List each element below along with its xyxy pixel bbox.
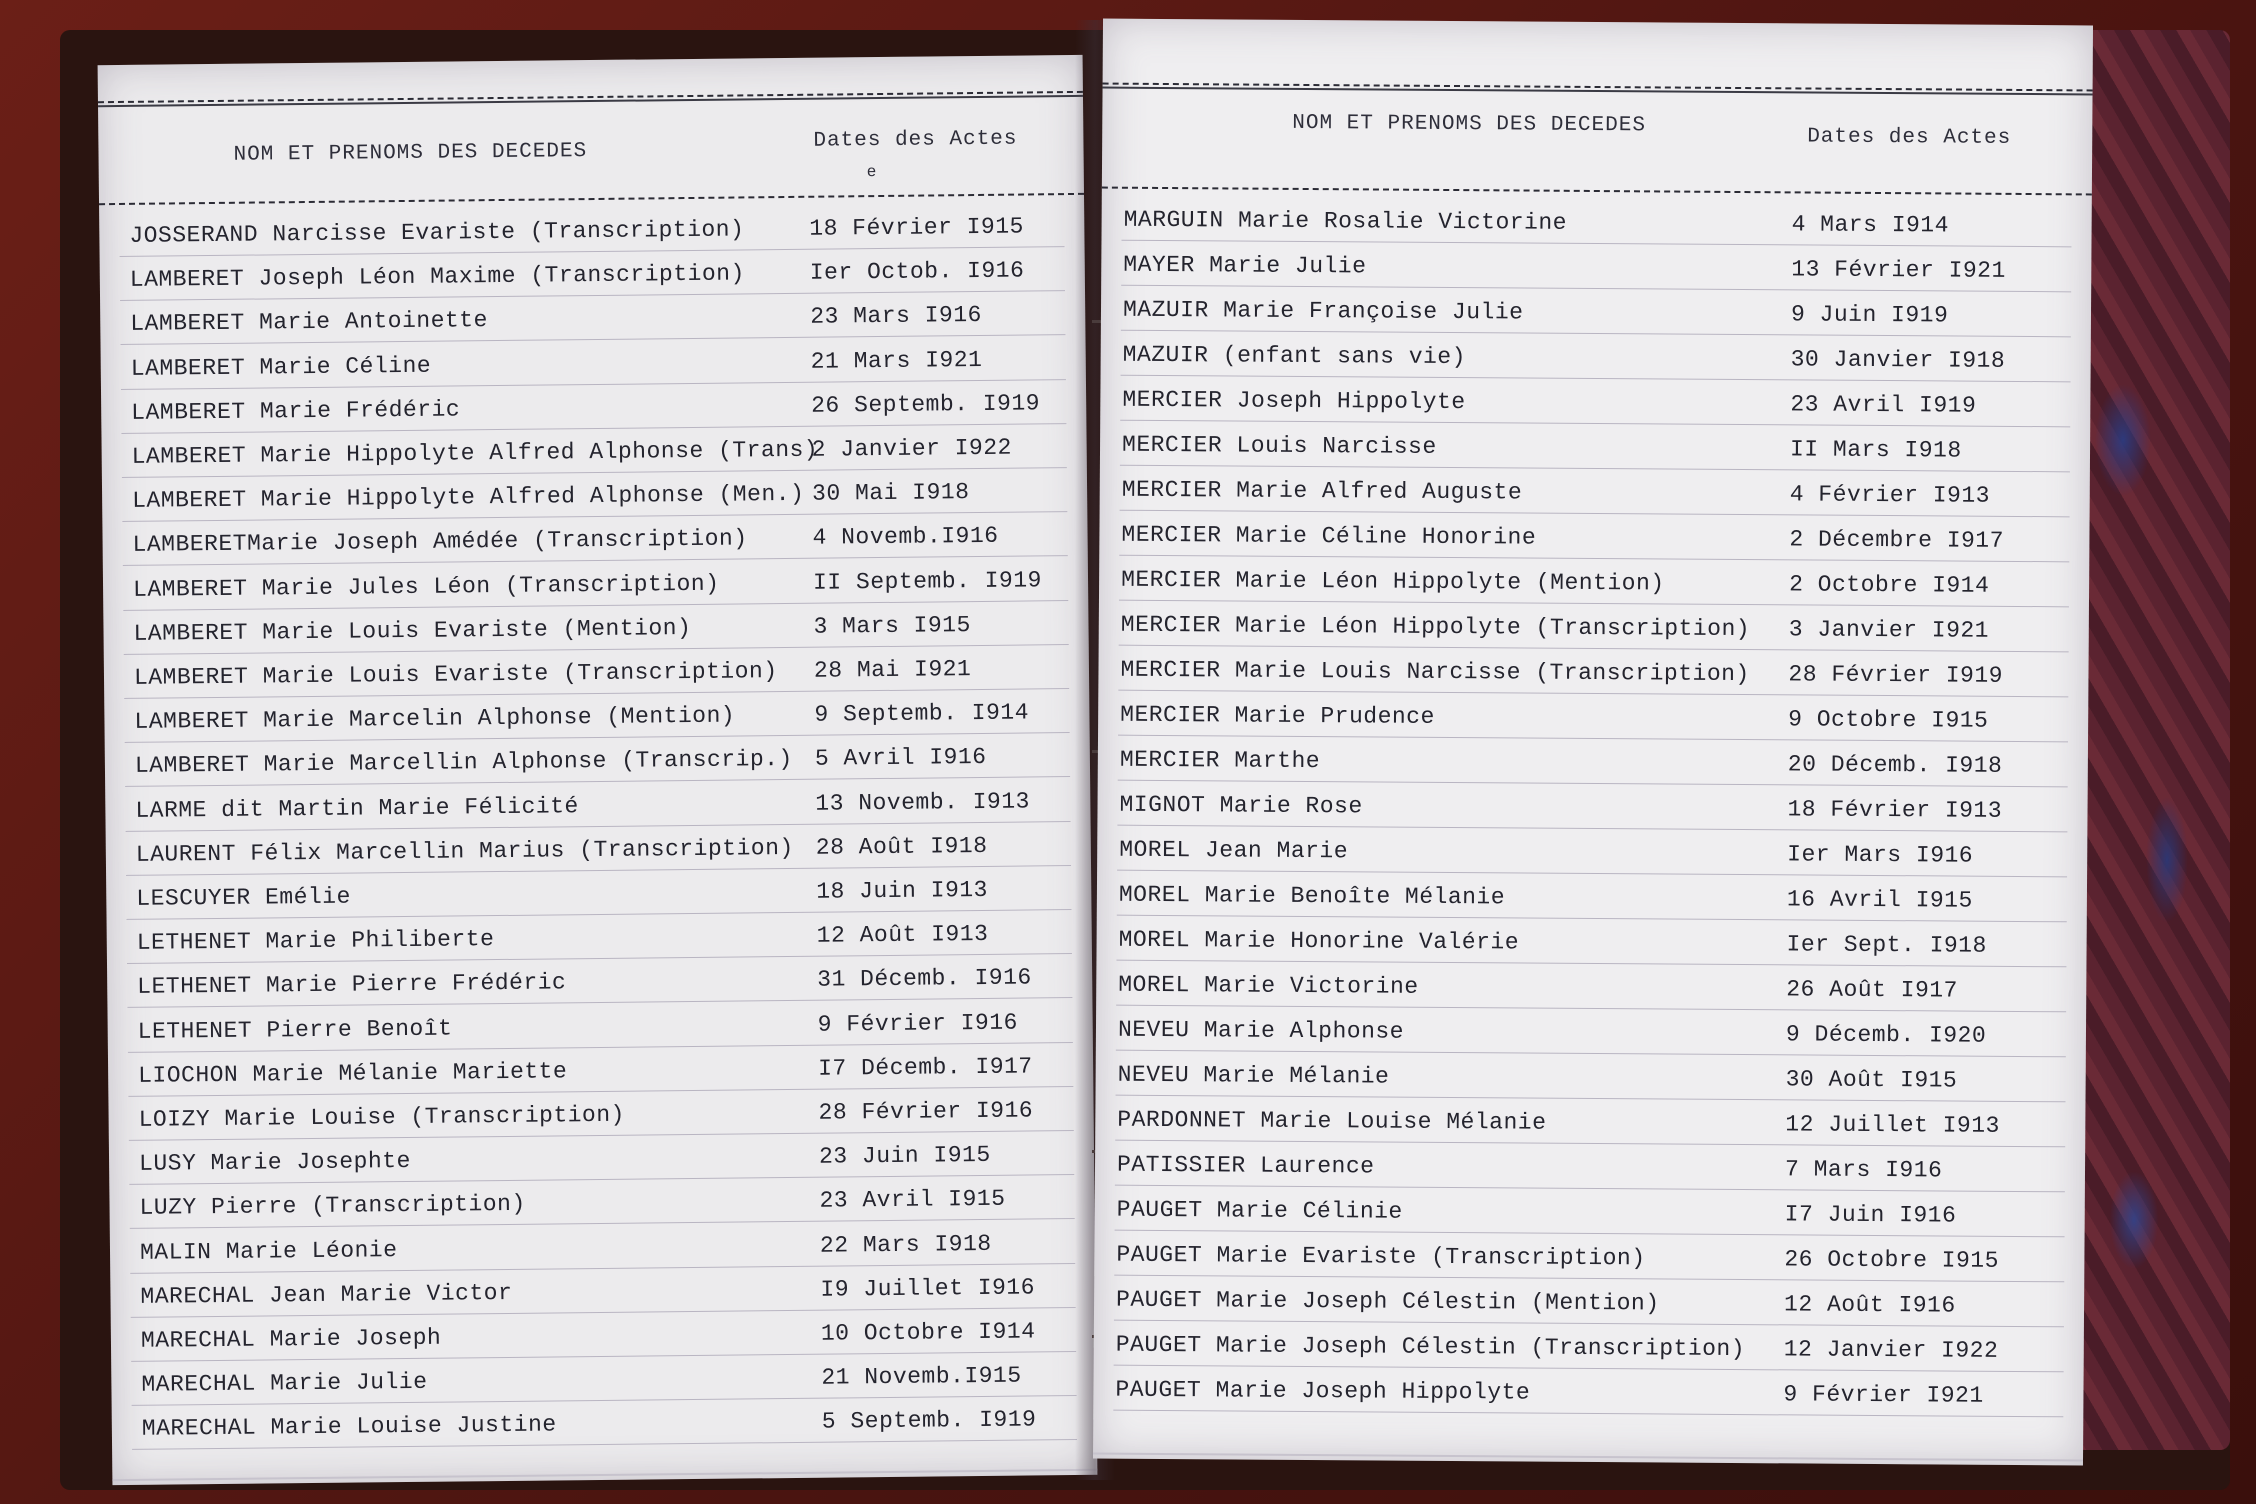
deceased-name: PAUGET Marie Joseph Hippolyte <box>1115 1376 1531 1406</box>
ruled-line <box>1121 330 2071 338</box>
entry-row <box>1094 1287 2084 1334</box>
right-page <box>1093 19 2093 1466</box>
ruled-line <box>126 821 1071 832</box>
act-date: 28 Août I918 <box>815 832 988 861</box>
act-date: 30 Août I915 <box>1785 1066 1958 1094</box>
act-date: 9 Décemb. I920 <box>1785 1021 1987 1049</box>
deceased-name: LETHENET Pierre Benoît <box>137 1015 453 1045</box>
ruled-line <box>1115 1185 2065 1193</box>
act-date: I7 Juin I916 <box>1784 1201 1957 1229</box>
deceased-name: MOREL Marie Honorine Valérie <box>1118 926 1520 956</box>
entry-row <box>1095 1107 2085 1154</box>
act-date: 30 Mai I918 <box>811 479 970 507</box>
deceased-name: PAUGET Marie Evariste (Transcription) <box>1116 1241 1646 1272</box>
ruled-line <box>125 732 1070 743</box>
ruled-line <box>122 467 1067 478</box>
entry-row <box>1094 1332 2084 1379</box>
act-date: 12 Juillet I913 <box>1785 1111 2000 1139</box>
act-date: Ier Sept. I918 <box>1786 931 1987 959</box>
act-date: 5 Septemb. I919 <box>821 1406 1037 1436</box>
act-date: II Mars I918 <box>1789 436 1962 464</box>
act-date: 26 Octobre I915 <box>1784 1246 2000 1274</box>
ruled-line <box>1121 375 2071 383</box>
entry-row <box>1096 972 2086 1019</box>
name-column-header: NOM ET PRENOMS DES DECEDES <box>1292 111 1647 138</box>
deceased-name: MERCIER Louis Narcisse <box>1121 431 1437 460</box>
left-page <box>98 55 1098 1485</box>
act-date: 22 Mars I918 <box>819 1230 992 1259</box>
entry-row <box>1097 882 2087 929</box>
ruled-line <box>1113 1410 2063 1418</box>
deceased-name: LAMBERET Marie Frédéric <box>131 396 461 426</box>
act-date: 7 Mars I916 <box>1784 1156 1943 1184</box>
entry-row <box>1098 702 2088 749</box>
deceased-name: MAZUIR (enfant sans vie) <box>1122 341 1467 371</box>
ruled-line <box>1120 465 2070 473</box>
entry-row <box>100 257 1085 307</box>
entry-row <box>100 301 1085 351</box>
deceased-name: LETHENET Marie Philiberte <box>136 926 495 957</box>
entry-row <box>1093 1377 2083 1424</box>
deceased-name: LESCUYER Emélie <box>136 883 351 912</box>
deceased-name: MIGNOT Marie Rose <box>1119 791 1363 820</box>
entry-row <box>107 920 1092 970</box>
entry-row <box>1101 342 2091 389</box>
deceased-name: MERCIER Marie Léon Hippolyte (Mention) <box>1121 566 1665 597</box>
ruled-line <box>129 1174 1074 1185</box>
entry-row <box>1101 207 2091 254</box>
act-date: 18 Février I913 <box>1787 796 2003 824</box>
act-date: 23 Avril I919 <box>1790 391 1977 419</box>
deceased-name: MALIN Marie Léonie <box>139 1236 398 1266</box>
entry-row <box>109 1141 1094 1191</box>
ruled-line <box>130 1218 1075 1229</box>
act-date: 4 Février I913 <box>1789 481 1991 509</box>
ruled-line <box>124 688 1069 699</box>
ruled-line <box>122 511 1067 522</box>
ruled-line <box>132 1395 1077 1406</box>
entry-row <box>1098 747 2088 794</box>
entry-row <box>112 1406 1097 1456</box>
ruled-line <box>1121 240 2071 248</box>
deceased-name: LAMBERET Marie Louis Evariste (Mention) <box>133 614 692 647</box>
deceased-name: MOREL Marie Victorine <box>1118 971 1419 1000</box>
ruled-line <box>127 909 1072 920</box>
deceased-name: LETHENET Marie Pierre Frédéric <box>137 969 567 1001</box>
act-date: 13 Novemb. I913 <box>815 788 1031 817</box>
act-date: 9 Février I921 <box>1783 1381 1984 1409</box>
entry-row <box>1100 387 2090 434</box>
marbled-pattern <box>2090 200 2200 1400</box>
deceased-name: LAMBERET Marie Hippolyte Alfred Alphonse (Men.) <box>132 481 805 515</box>
deceased-name: LAMBERET Marie Louis Evariste (Transcription) <box>133 658 778 691</box>
entry-row <box>105 787 1090 837</box>
entry-row <box>104 655 1089 705</box>
ruled-line <box>1118 735 2068 743</box>
deceased-name: LAMBERET Marie Antoinette <box>130 307 488 338</box>
deceased-name: MERCIER Marthe <box>1119 746 1321 775</box>
deceased-name: MOREL Jean Marie <box>1119 836 1349 865</box>
act-date: 21 Mars I921 <box>810 346 983 375</box>
deceased-name: LUSY Marie Josephte <box>138 1148 411 1178</box>
entry-row <box>106 876 1091 926</box>
ruled-line <box>120 246 1065 257</box>
act-date: Ier Mars I916 <box>1787 841 1974 869</box>
deceased-name: PARDONNET Marie Louise Mélanie <box>1117 1106 1547 1136</box>
entry-row <box>1095 1062 2085 1109</box>
deceased-name: LAMBERET Marie Hippolyte Alfred Alphonse (Trans) <box>131 436 819 470</box>
ruled-line <box>1116 1050 2066 1058</box>
act-date: 12 Janvier I922 <box>1783 1336 1999 1364</box>
act-date: 3 Mars I915 <box>813 611 971 640</box>
date-column-mark: e <box>866 163 878 182</box>
ruled-line <box>123 600 1068 611</box>
deceased-name: PAUGET Marie Joseph Célestin (Mention) <box>1116 1286 1660 1317</box>
act-date: 26 Août I917 <box>1786 976 1959 1004</box>
entry-row <box>1101 297 2091 344</box>
ruled-line <box>127 997 1072 1008</box>
deceased-name: MERCIER Marie Léon Hippolyte (Transcription) <box>1120 611 1751 643</box>
deceased-name: NEVEU Marie Mélanie <box>1117 1061 1390 1090</box>
deceased-name: PAUGET Marie Célinie <box>1116 1196 1403 1225</box>
ruled-line <box>121 379 1066 390</box>
deceased-name: LOIZY Marie Louise (Transcription) <box>138 1101 626 1133</box>
ruled-line <box>1117 870 2067 878</box>
date-column-header: Dates des Actes <box>1807 125 2012 150</box>
entry-row <box>104 699 1089 749</box>
act-date: 18 Juin I913 <box>816 876 989 905</box>
entry-row <box>110 1274 1095 1324</box>
deceased-name: MARECHAL Jean Marie Victor <box>140 1279 513 1310</box>
entry-row <box>103 566 1088 616</box>
entry-row <box>1100 432 2090 479</box>
act-date: Ier Octob. I916 <box>809 257 1025 286</box>
ruled-line <box>1119 600 2069 608</box>
ruled-line <box>1114 1365 2064 1373</box>
ruled-line <box>125 776 1070 787</box>
ruled-line <box>121 334 1066 345</box>
entry-row <box>102 478 1087 528</box>
entry-row <box>1099 522 2089 569</box>
ruled-line <box>1119 645 2069 653</box>
act-date: 12 Août I913 <box>816 921 989 949</box>
entry-row <box>102 434 1087 484</box>
act-date: 2 Janvier I922 <box>811 434 1013 463</box>
ruled-line <box>1116 1095 2066 1103</box>
entry-row <box>1096 1017 2086 1064</box>
deceased-name: LAMBERETMarie Joseph Amédée (Transcription) <box>132 525 748 559</box>
ruled-line <box>127 953 1072 964</box>
ruled-line <box>120 290 1065 301</box>
deceased-name: MERCIER Marie Louis Narcisse (Transcription) <box>1120 656 1750 688</box>
act-date: I9 Juillet I916 <box>820 1274 1036 1303</box>
act-date: II Septemb. I919 <box>812 566 1043 596</box>
entry-row <box>111 1362 1096 1412</box>
act-date: 5 Avril I916 <box>814 744 987 773</box>
act-date: 13 Février I921 <box>1791 256 2006 284</box>
act-date: 12 Août I916 <box>1783 1291 1956 1319</box>
entry-row <box>1097 837 2087 884</box>
ruled-line <box>129 1130 1074 1141</box>
entry-row <box>109 1097 1094 1147</box>
ruled-line <box>1121 285 2071 293</box>
deceased-name: MAZUIR Marie Françoise Julie <box>1122 296 1524 326</box>
deceased-name: LIOCHON Marie Mélanie Mariette <box>138 1058 568 1089</box>
name-column-header: NOM ET PRENOMS DES DECEDES <box>233 140 588 167</box>
entry-row <box>99 213 1084 263</box>
act-date: 9 Octobre I915 <box>1788 706 1989 734</box>
deceased-name: LARME dit Martin Marie Félicité <box>135 792 579 824</box>
entry-row <box>1098 657 2088 704</box>
act-date: 9 Septemb. I914 <box>814 699 1030 728</box>
ruled-line <box>1114 1275 2064 1283</box>
deceased-name: LAMBERET Joseph Léon Maxime (Transcription) <box>129 260 745 294</box>
entry-row <box>110 1229 1095 1279</box>
deceased-name: MARGUIN Marie Rosalie Victorine <box>1123 206 1568 236</box>
ruled-line <box>1116 1005 2066 1013</box>
ruled-line <box>1120 420 2070 428</box>
ruled-line <box>1115 1140 2065 1148</box>
entry-row <box>108 1053 1093 1103</box>
entry-row <box>103 611 1088 661</box>
act-date: 4 Mars I914 <box>1791 211 1950 239</box>
header-bottom-rule <box>99 193 1084 205</box>
act-date: 23 Mars I916 <box>810 302 983 331</box>
ruled-line <box>1115 1230 2065 1238</box>
deceased-name: PAUGET Marie Joseph Célestin (Transcription) <box>1115 1331 1746 1363</box>
ruled-line <box>1117 825 2067 833</box>
ruled-line <box>1118 690 2068 698</box>
ruled-line <box>1120 510 2070 518</box>
entry-row <box>109 1185 1094 1235</box>
entry-row <box>108 1008 1093 1058</box>
ruled-line <box>1116 960 2066 968</box>
deceased-name: MERCIER Marie Alfred Auguste <box>1121 476 1523 506</box>
act-date: 3 Janvier I921 <box>1788 616 1990 644</box>
act-date: 20 Décemb. I918 <box>1787 751 2003 779</box>
deceased-name: LAMBERET Marie Marcelin Alphonse (Mention) <box>134 702 736 736</box>
deceased-name: MERCIER Joseph Hippolyte <box>1122 386 1466 416</box>
date-column-header: Dates des Actes <box>813 127 1018 153</box>
header-bottom-rule <box>1102 187 2092 196</box>
act-date: 23 Avril I915 <box>819 1186 1006 1215</box>
deceased-name: MAYER Marie Julie <box>1123 251 1367 280</box>
entry-row <box>107 964 1092 1014</box>
act-date: 9 Juin I919 <box>1790 301 1949 329</box>
entry-row <box>101 345 1086 395</box>
entry-row <box>1101 252 2091 299</box>
ruled-line <box>124 644 1069 655</box>
act-date: 4 Novemb.I916 <box>812 523 999 552</box>
entry-row <box>1095 1197 2085 1244</box>
ruled-line <box>1118 780 2068 788</box>
entry-row <box>101 390 1086 440</box>
entry-row <box>1100 477 2090 524</box>
entry-row <box>102 522 1087 572</box>
entry-row <box>1099 567 2089 614</box>
deceased-name: MARECHAL Marie Joseph <box>140 1324 442 1354</box>
act-date: 28 Mai I921 <box>813 656 972 684</box>
act-date: 28 Février I919 <box>1788 661 2004 689</box>
act-date: 26 Septemb. I919 <box>811 390 1041 419</box>
act-date: I7 Décemb. I917 <box>818 1053 1033 1082</box>
ruled-line <box>131 1351 1076 1362</box>
act-date: 18 Février I915 <box>809 213 1025 242</box>
deceased-name: MERCIER Marie Prudence <box>1120 701 1435 730</box>
entry-row <box>111 1318 1096 1368</box>
deceased-name: LAURENT Félix Marcellin Marius (Transcription) <box>135 834 794 868</box>
act-date: 10 Octobre I914 <box>820 1318 1036 1347</box>
entry-row <box>1095 1152 2085 1199</box>
entry-row <box>1096 927 2086 974</box>
entry-row <box>1094 1242 2084 1289</box>
ruled-line <box>123 555 1068 566</box>
entry-row <box>105 743 1090 793</box>
act-date: 30 Janvier I918 <box>1790 346 2006 374</box>
ruled-line <box>128 1042 1073 1053</box>
act-date: 16 Avril I915 <box>1786 886 1973 914</box>
act-date: 31 Décemb. I916 <box>817 964 1032 994</box>
entry-row <box>1097 792 2087 839</box>
act-date: 23 Juin I915 <box>818 1142 991 1170</box>
deceased-name: LAMBERET Marie Céline <box>130 352 432 382</box>
ruled-line <box>1119 555 2069 563</box>
deceased-name: MARECHAL Marie Louise Justine <box>141 1411 557 1443</box>
act-date: 21 Novemb.I915 <box>821 1362 1022 1391</box>
ruled-line <box>130 1263 1075 1274</box>
entry-row <box>106 832 1091 882</box>
ruled-line <box>121 423 1066 434</box>
act-date: 28 Février I916 <box>818 1097 1034 1126</box>
ruled-line <box>1114 1320 2064 1328</box>
deceased-name: MARECHAL Marie Julie <box>141 1369 428 1398</box>
ruled-line <box>131 1307 1076 1318</box>
deceased-name: MERCIER Marie Céline Honorine <box>1121 521 1537 551</box>
deceased-name: PATISSIER Laurence <box>1116 1151 1375 1180</box>
ruled-line <box>128 1086 1073 1097</box>
entry-row <box>1099 612 2089 659</box>
deceased-name: LAMBERET Marie Jules Léon (Transcription) <box>132 570 720 603</box>
ruled-line <box>1117 915 2067 923</box>
deceased-name: NEVEU Marie Alphonse <box>1117 1016 1405 1045</box>
act-date: 2 Octobre I914 <box>1789 571 1990 599</box>
act-date: 9 Février I916 <box>817 1009 1019 1038</box>
act-date: 2 Décembre I917 <box>1789 526 2005 554</box>
deceased-name: MOREL Marie Benoîte Mélanie <box>1118 881 1506 911</box>
ruled-line <box>126 865 1071 876</box>
deceased-name: JOSSERAND Narcisse Evariste (Transcription) <box>129 216 745 249</box>
deceased-name: LAMBERET Marie Marcellin Alphonse (Transcrip.) <box>134 746 793 780</box>
deceased-name: LUZY Pierre (Transcription) <box>139 1191 526 1222</box>
ruled-line <box>132 1439 1077 1450</box>
